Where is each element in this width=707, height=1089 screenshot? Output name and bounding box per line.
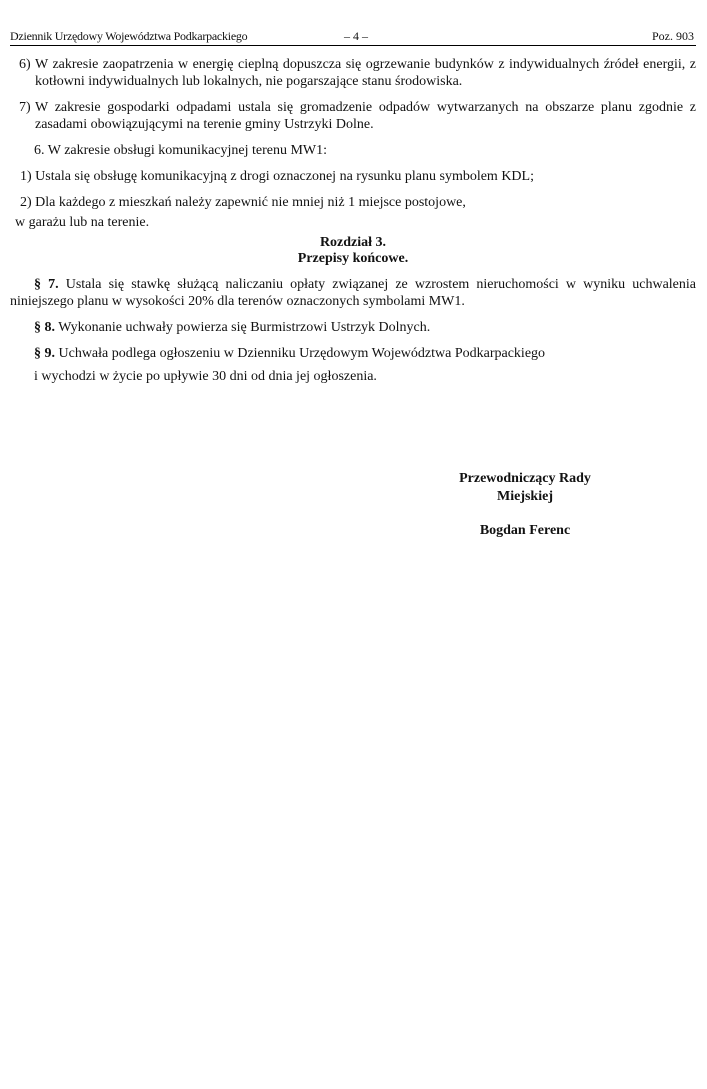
section-8 — [10, 319, 696, 336]
section-text: Uchwała podlega ogłoszeniu w Dzienniku Urzędowym Województwa Podkarpackiego — [58, 346, 546, 361]
section-text: Wykonanie uchwały powierza się Burmistrzowi Ustrzyk Dolnych. — [58, 320, 431, 335]
signatory-title-line-2: Miejskiej — [497, 489, 553, 504]
section-mark: § 7. — [34, 277, 59, 292]
chapter-title: Przepisy końcowe. — [297, 251, 409, 266]
header-divider — [10, 45, 696, 46]
section-mark: § 9. — [34, 346, 55, 361]
list-item-text: W zakresie gospodarki odpadami ustala się gromadzenie odpadów wytwarzanych na obszarze planu zgodnie z zasadami obowiązującymi na terenie gminy Ustrzyki Dolne. — [35, 100, 696, 132]
chapter-heading — [10, 235, 696, 267]
signatory-name: Bogdan Ferenc — [479, 523, 571, 538]
position-number: Poz. 903 — [652, 29, 694, 43]
list-item-number: 6) — [19, 57, 31, 72]
signature-spacer — [440, 506, 610, 522]
document-body — [10, 56, 696, 394]
list-item-waste — [10, 99, 696, 133]
transport-point-2-continuation: w garażu lub na terenie. — [15, 215, 150, 230]
transport-intro: 6. W zakresie obsługi komunikacyjnej terenu MW1: — [34, 143, 328, 158]
signatory-title-line-1: Przewodniczący Rady — [459, 471, 591, 486]
section-text: Ustala się stawkę służącą naliczaniu opłaty związanej ze wzrostem nieruchomości w wyniku uchwalenia niniejszego planu w wysokości 20% dla terenów oznaczonych symbolami MW1. — [10, 277, 696, 309]
journal-title: Dziennik Urzędowy Województwa Podkarpackiego — [10, 29, 248, 43]
chapter-number: Rozdział 3. — [319, 235, 387, 250]
running-header — [10, 25, 694, 45]
section-9-continuation: i wychodzi w życie po upływie 30 dni od dnia jej ogłoszenia. — [34, 369, 377, 384]
page-number: – 4 – — [344, 29, 368, 43]
signature-block — [440, 470, 610, 540]
transport-point-1: 1) Ustala się obsługę komunikacyjną z drogi oznaczonej na rysunku planu symbolem KDL; — [20, 169, 534, 184]
section-mark: § 8. — [34, 320, 55, 335]
section-9 — [10, 345, 696, 362]
transport-point-2: 2) Dla każdego z mieszkań należy zapewnić nie mniej niż 1 miejsce postojowe, — [20, 195, 466, 210]
section-7 — [10, 276, 696, 310]
list-item-text: W zakresie zaopatrzenia w energię cieplną dopuszcza się ogrzewanie budynków z indywidualnych źródeł energii, z kotłowni indywidualnych lub lokalnych, nie pogarszające stanu środowiska. — [35, 57, 696, 89]
list-item-heating — [10, 56, 696, 90]
list-item-number: 7) — [19, 100, 31, 115]
